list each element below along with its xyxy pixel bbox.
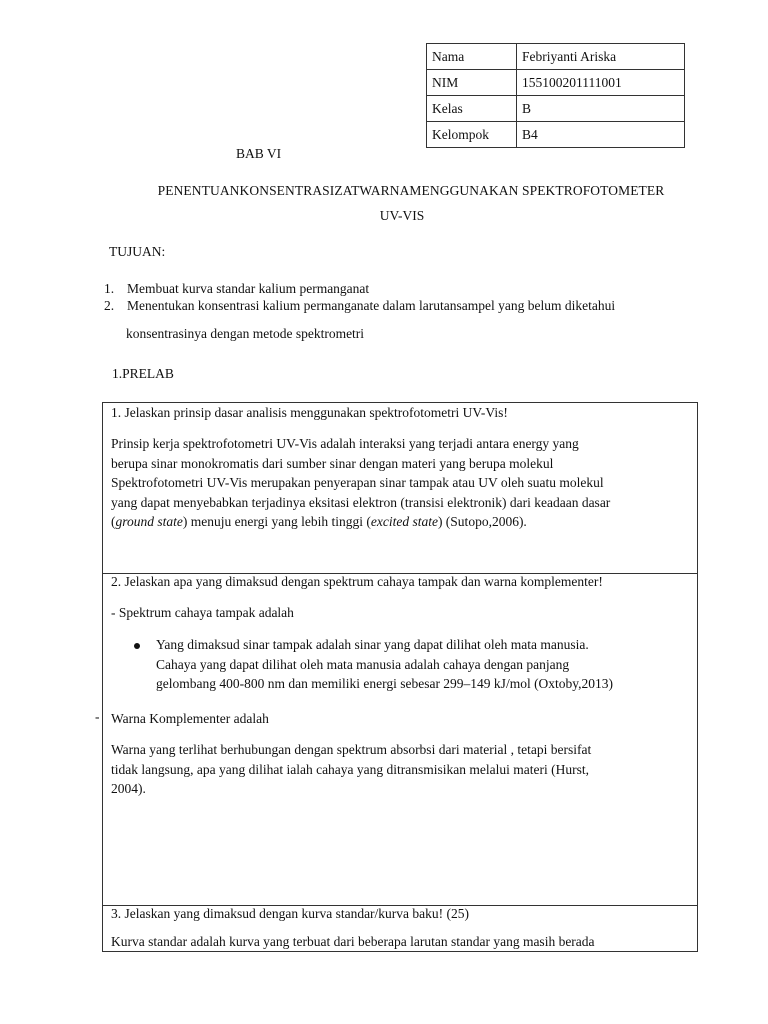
text-run: ) menuju energi yang lebih tinggi ( bbox=[182, 514, 371, 529]
answer-line: yang dapat menyebabkan terjadinya eksitasi elektron (transisi elektronik) dari keadaan dasar bbox=[111, 494, 611, 510]
bullet-icon bbox=[134, 643, 140, 649]
objective-text: Membuat kurva standar kalium permanganat bbox=[127, 281, 370, 296]
identity-value: 155100201111001 bbox=[517, 70, 685, 96]
identity-row bbox=[427, 96, 685, 122]
question-3: 3. Jelaskan yang dimaksud dengan kurva standar/kurva baku! (25) bbox=[111, 906, 470, 921]
chapter-heading: BAB VI bbox=[236, 146, 282, 161]
bullet-text bbox=[156, 635, 613, 694]
objectives-heading: TUJUAN: bbox=[109, 244, 166, 259]
text-run: ) (Sutopo,2006). bbox=[437, 514, 527, 529]
sub-heading-complementary-color: Warna Komplementer adalah bbox=[111, 711, 269, 726]
dash-marker: - bbox=[95, 709, 100, 724]
text-run: ( bbox=[111, 514, 116, 529]
identity-table bbox=[426, 43, 685, 148]
objective-text: Menentukan konsentrasi kalium permanganate dalam larutansampel yang belum diketahui bbox=[127, 298, 616, 313]
objective-continuation: konsentrasinya dengan metode spektrometri bbox=[126, 326, 365, 341]
identity-value: B4 bbox=[517, 122, 685, 148]
identity-label: Kelas bbox=[427, 96, 517, 122]
question-1: 1. Jelaskan prinsip dasar analisis menggunakan spektrofotometri UV-Vis! bbox=[111, 405, 508, 420]
bullet-line: Cahaya yang dapat dilihat oleh mata manusia adalah cahaya dengan panjang bbox=[156, 656, 570, 672]
bullet-line: Yang dimaksud sinar tampak adalah sinar yang dapat dilihat oleh mata manusia. bbox=[156, 637, 589, 652]
answer-line: berupa sinar monokromatis dari sumber sinar dengan materi yang berupa molekul bbox=[111, 455, 554, 471]
document-title: PENENTUANKONSENTRASIZATWARNAMENGGUNAKAN SPEKTROFOTOMETER bbox=[157, 183, 665, 198]
italic-term: excited state bbox=[370, 514, 438, 529]
identity-value: Febriyanti Ariska bbox=[517, 44, 685, 70]
bullet-line: gelombang 400-800 nm dan memiliki energi sebesar 299–149 kJ/mol (Oxtoby,2013) bbox=[156, 676, 614, 691]
identity-label: Kelompok bbox=[427, 122, 517, 148]
prelab-question-box bbox=[102, 402, 698, 952]
prelab-heading: 1.PRELAB bbox=[112, 366, 174, 381]
document-subtitle: UV-VIS bbox=[379, 208, 425, 223]
identity-label: Nama bbox=[427, 44, 517, 70]
identity-label: NIM bbox=[427, 70, 517, 96]
italic-term: ground state bbox=[115, 514, 183, 529]
answer-1 bbox=[111, 434, 696, 532]
objective-number: 1. bbox=[104, 281, 115, 296]
identity-value: B bbox=[517, 96, 685, 122]
answer-line: Warna yang terlihat berhubungan dengan spektrum absorbsi dari material , tetapi bersifat bbox=[111, 742, 592, 757]
answer-line bbox=[111, 512, 696, 532]
answer-2 bbox=[111, 740, 696, 799]
identity-row bbox=[427, 70, 685, 96]
answer-line: 2004). bbox=[111, 781, 146, 796]
identity-row bbox=[427, 44, 685, 70]
answer-line: Spektrofotometri UV-Vis merupakan penyerapan sinar tampak atau UV oleh suatu molekul bbox=[111, 475, 604, 490]
objective-item bbox=[104, 281, 369, 297]
identity-row bbox=[427, 122, 685, 148]
objective-item bbox=[104, 298, 615, 314]
answer-line: Prinsip kerja spektrofotometri UV-Vis adalah interaksi yang terjadi antara energy yang bbox=[111, 436, 579, 451]
answer-line: tidak langsung, apa yang dilihat ialah cahaya yang ditransmisikan melalui materi (Hurst, bbox=[111, 761, 589, 777]
question-2: 2. Jelaskan apa yang dimaksud dengan spektrum cahaya tampak dan warna komplementer! bbox=[111, 574, 603, 589]
answer-3: Kurva standar adalah kurva yang terbuat dari beberapa larutan standar yang masih berada bbox=[111, 934, 595, 949]
objective-number: 2. bbox=[104, 298, 115, 313]
sub-heading-visible-spectrum: - Spektrum cahaya tampak adalah bbox=[111, 605, 294, 620]
